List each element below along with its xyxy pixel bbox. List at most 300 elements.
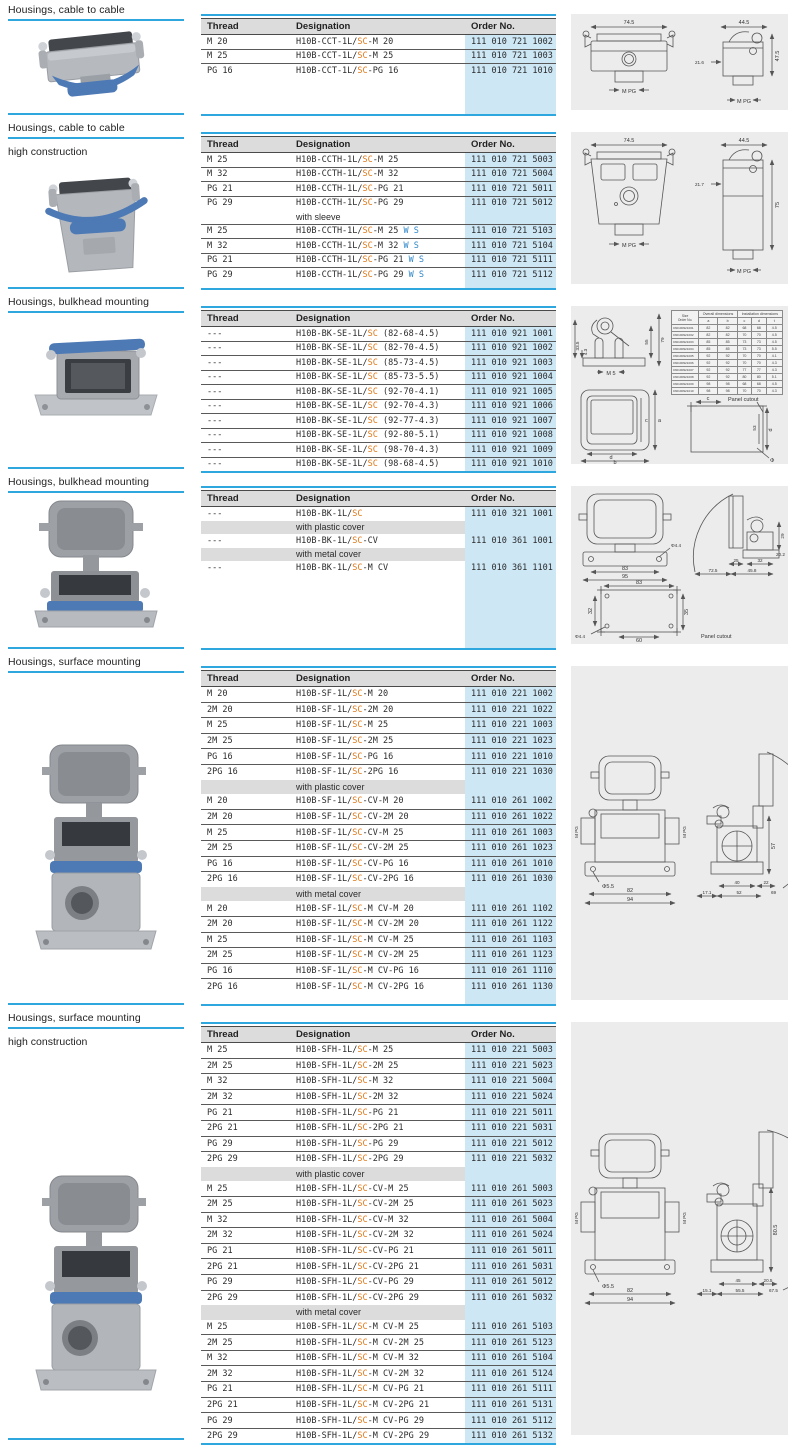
table-row bbox=[201, 687, 556, 703]
table-row bbox=[201, 443, 556, 458]
order-no-cell: 111 010 261 5003 bbox=[465, 1181, 556, 1196]
product-photo-cable-to-cable-high bbox=[26, 172, 166, 284]
sc-accent: SC bbox=[352, 535, 363, 546]
title-underline bbox=[8, 491, 184, 493]
order-no-cell: 111 010 221 1023 bbox=[465, 733, 556, 749]
dim-label: 94 bbox=[626, 1297, 634, 1303]
thread-cell: PG 29 bbox=[201, 1413, 290, 1429]
designation-cell: H10B-CCT-1L/SC-M 20 bbox=[290, 35, 465, 50]
table-row bbox=[201, 414, 556, 429]
order-no-cell: 111 010 261 1022 bbox=[465, 809, 556, 825]
dim-label: 55.5 bbox=[735, 1288, 745, 1293]
subheader-label: with plastic cover bbox=[290, 780, 465, 795]
drawing-panel-cable-to-cable bbox=[571, 14, 788, 110]
order-table-column bbox=[201, 472, 556, 652]
designation-cell: H10B-BK-1L/SC-CV bbox=[296, 535, 378, 546]
table-row bbox=[201, 561, 556, 575]
sc-accent: SC bbox=[362, 269, 373, 280]
order-no-cell: 111 010 721 5104 bbox=[465, 239, 556, 254]
thread-cell: M 25 bbox=[201, 224, 290, 239]
order-no-cell: 111 010 361 1001 bbox=[471, 535, 553, 546]
subheader-row bbox=[201, 780, 556, 795]
designation-cell: H10B-CCTH-1L/SC-M 32 bbox=[290, 167, 465, 182]
table-row bbox=[201, 1152, 556, 1167]
subheader-row bbox=[201, 1167, 556, 1182]
table-row bbox=[201, 35, 556, 50]
designation-cell: H10B-SFH-1L/SC-M CV-2PG 29 bbox=[296, 1431, 430, 1442]
order-table-column bbox=[201, 292, 556, 472]
table-row bbox=[201, 1136, 556, 1152]
section-left-column bbox=[0, 0, 184, 118]
order-no-cell: 111 010 261 5104 bbox=[465, 1350, 556, 1366]
dim-label: 20.2 bbox=[776, 552, 785, 557]
dim-letter: d bbox=[768, 428, 774, 432]
sc-accent: SC bbox=[357, 1277, 368, 1288]
column-header: Order No. bbox=[465, 311, 556, 327]
thread-label: M PG bbox=[574, 1212, 579, 1224]
table-row bbox=[201, 1058, 556, 1074]
thread-cell: 2PG 29 bbox=[207, 1431, 238, 1442]
order-no-cell: 111 010 921 1002 bbox=[465, 341, 556, 356]
thread-cell: --- bbox=[207, 508, 223, 519]
designation-cell: H10B-BK-SE-1L/SC (92-70-4.3) bbox=[290, 399, 465, 414]
section-divider bbox=[8, 287, 184, 290]
table-row bbox=[201, 794, 556, 809]
table-row bbox=[201, 239, 556, 254]
thread-cell: 2M 32 bbox=[201, 1089, 290, 1105]
thread-cell: PG 21 bbox=[201, 182, 290, 197]
designation-cell: H10B-BK-1L/SC bbox=[296, 508, 363, 519]
designation-cell: H10B-SF-1L/SC-CV-2M 25 bbox=[290, 840, 465, 856]
designation-cell: H10B-SFH-1L/SC-CV-PG 29 bbox=[290, 1274, 465, 1290]
sc-accent: SC bbox=[367, 328, 378, 339]
designation-cell: H10B-SFH-1L/SC-2PG 21 bbox=[290, 1120, 465, 1136]
table-row bbox=[201, 327, 556, 342]
designation-cell: H10B-SFH-1L/SC-M 25 bbox=[290, 1043, 465, 1059]
order-no-cell: 111 010 221 5003 bbox=[465, 1043, 556, 1059]
designation-cell: H10B-SFH-1L/SC-M CV-M 25 bbox=[290, 1320, 465, 1335]
designation-cell: H10B-CCT-1L/SC-PG 16 bbox=[296, 65, 399, 76]
table-row bbox=[201, 370, 556, 385]
designation-cell: H10B-SFH-1L/SC-2M 32 bbox=[290, 1089, 465, 1105]
dim-label: 72.5 bbox=[708, 568, 718, 573]
sc-accent: SC bbox=[357, 1384, 368, 1395]
order-no-cell: 111 010 261 1122 bbox=[465, 916, 556, 932]
table-row bbox=[201, 809, 556, 825]
column-header: Thread bbox=[201, 311, 290, 327]
order-no-cell: 111 010 721 5103 bbox=[465, 224, 556, 239]
designation-cell: H10B-SFH-1L/SC-M CV-2M 25 bbox=[290, 1335, 465, 1351]
order-no-cell: 111 010 921 1010 bbox=[471, 459, 553, 470]
order-no-cell: 111 010 221 1002 bbox=[465, 687, 556, 703]
table-row bbox=[201, 507, 556, 521]
table-row bbox=[201, 1196, 556, 1212]
table-row bbox=[201, 1089, 556, 1105]
column-header: Designation bbox=[290, 671, 465, 687]
order-no-cell: 111 010 721 5111 bbox=[465, 253, 556, 268]
thread-cell: --- bbox=[201, 428, 290, 443]
table-row bbox=[201, 167, 556, 182]
thread-cell: --- bbox=[201, 443, 290, 458]
designation-cell: H10B-SF-1L/SC-M CV-M 20 bbox=[290, 901, 465, 916]
designation-cell: H10B-SF-1L/SC-CV-2M 20 bbox=[290, 809, 465, 825]
dim-label: 80.5 bbox=[773, 1224, 779, 1236]
sc-accent: SC bbox=[352, 812, 363, 823]
order-table bbox=[201, 306, 556, 473]
sc-accent: SC bbox=[352, 919, 363, 930]
dim-label: 52 bbox=[736, 890, 742, 895]
sc-accent: SC bbox=[362, 198, 373, 209]
thread-cell: M 32 bbox=[201, 167, 290, 182]
designation-cell: H10B-BK-SE-1L/SC (82-70-4.5) bbox=[290, 341, 465, 356]
sc-accent: SC bbox=[367, 444, 378, 455]
dim-label: 21.6 bbox=[695, 60, 704, 65]
order-no-cell: 111 010 261 5011 bbox=[465, 1243, 556, 1259]
order-no-cell: 111 010 721 5003 bbox=[465, 153, 556, 168]
thread-cell: PG 21 bbox=[201, 253, 290, 268]
sc-accent: SC bbox=[362, 154, 373, 165]
dim-letter: c bbox=[645, 418, 648, 424]
sc-accent: SC bbox=[357, 1246, 368, 1257]
section-subtitle: high construction bbox=[8, 146, 88, 158]
table-row bbox=[201, 385, 556, 400]
subheader-label: with plastic cover bbox=[290, 1167, 465, 1182]
subheader-row bbox=[201, 887, 556, 902]
dim-label: 20.5 bbox=[763, 1278, 773, 1283]
section-divider bbox=[8, 467, 184, 470]
thread-cell: --- bbox=[201, 327, 290, 342]
table-row bbox=[201, 1259, 556, 1275]
product-photo-surface-high bbox=[16, 1168, 176, 1413]
table-header-row bbox=[201, 491, 556, 507]
dim-label: Φ5.5 bbox=[602, 1284, 615, 1290]
thread-cell: 2PG 16 bbox=[207, 981, 238, 992]
section-left-column bbox=[0, 472, 184, 652]
order-no-cell: 111 010 221 5032 bbox=[471, 1154, 553, 1165]
thread-cell: M 25 bbox=[201, 825, 290, 841]
thread-cell: PG 29 bbox=[201, 1274, 290, 1290]
sc-accent: SC bbox=[352, 903, 363, 914]
thread-label: M PG bbox=[621, 89, 637, 95]
thread-cell: 2M 20 bbox=[201, 809, 290, 825]
table-row bbox=[201, 1120, 556, 1136]
sc-accent: SC bbox=[367, 372, 378, 383]
thread-cell: PG 29 bbox=[207, 198, 233, 209]
title-underline bbox=[8, 671, 184, 673]
sc-accent: SC bbox=[357, 1060, 368, 1071]
order-table bbox=[201, 1022, 556, 1445]
order-no-cell: 111 010 261 5032 bbox=[471, 1292, 553, 1303]
drawing-panel-cable-to-cable-high bbox=[571, 132, 788, 284]
dim-letter: a bbox=[658, 418, 662, 424]
thread-label: M PG bbox=[682, 1212, 687, 1224]
table-row bbox=[201, 356, 556, 371]
thread-cell: M 20 bbox=[201, 35, 290, 50]
table-header-row bbox=[201, 19, 556, 35]
designation-cell: H10B-SFH-1L/SC-M CV-2M 32 bbox=[290, 1366, 465, 1382]
section-divider bbox=[8, 647, 184, 650]
title-underline bbox=[8, 311, 184, 313]
designation-cell: H10B-SFH-1L/SC-M CV-M 32 bbox=[290, 1350, 465, 1366]
column-header: Thread bbox=[201, 19, 290, 35]
order-no-cell: 111 010 261 1110 bbox=[465, 963, 556, 979]
order-table bbox=[201, 666, 556, 1006]
order-no-cell: 111 010 721 1003 bbox=[465, 49, 556, 64]
order-table-column bbox=[201, 0, 556, 118]
order-no-cell: 111 010 261 5123 bbox=[465, 1335, 556, 1351]
drawing-panel-bulkhead-se bbox=[571, 306, 788, 464]
table-row bbox=[201, 1366, 556, 1382]
dim-label: 44.5 bbox=[738, 20, 750, 26]
sc-accent: SC bbox=[352, 874, 363, 885]
dim-label: 47.5 bbox=[775, 50, 781, 62]
designation-cell: H10B-CCTH-1L/SC-M 32 W S bbox=[290, 239, 465, 254]
sc-accent: SC bbox=[362, 240, 373, 251]
table-row bbox=[201, 64, 556, 78]
subheader-label: with metal cover bbox=[290, 548, 465, 562]
designation-cell: H10B-SFH-1L/SC-CV-2PG 29 bbox=[296, 1292, 419, 1303]
column-header: Thread bbox=[201, 1027, 290, 1043]
order-no-cell: 111 010 261 1103 bbox=[465, 932, 556, 948]
designation-cell: H10B-CCTH-1L/SC-PG 21 W S bbox=[290, 253, 465, 268]
dim-label: 44.5 bbox=[738, 138, 750, 144]
order-table bbox=[201, 132, 556, 290]
sc-accent: SC bbox=[357, 1431, 368, 1442]
designation-cell: H10B-BK-SE-1L/SC (98-70-4.3) bbox=[290, 443, 465, 458]
sc-accent: SC bbox=[352, 767, 363, 778]
dim-label: 60 bbox=[635, 638, 643, 644]
order-no-cell: 111 010 221 5031 bbox=[465, 1120, 556, 1136]
section-divider bbox=[8, 113, 184, 116]
thread-cell: --- bbox=[201, 399, 290, 414]
order-no-cell: 111 010 261 5111 bbox=[465, 1382, 556, 1398]
thread-cell: 2M 25 bbox=[201, 1196, 290, 1212]
title-underline bbox=[8, 19, 184, 21]
sc-accent: SC bbox=[352, 965, 363, 976]
order-no-cell: 111 010 221 5011 bbox=[465, 1105, 556, 1121]
se-col-header: c bbox=[737, 318, 751, 325]
sc-accent: SC bbox=[367, 357, 378, 368]
thread-cell: M 25 bbox=[201, 932, 290, 948]
sc-accent: SC bbox=[352, 858, 363, 869]
sc-accent: SC bbox=[357, 1230, 368, 1241]
dim-letter: b bbox=[613, 460, 617, 464]
sc-accent: SC bbox=[357, 1292, 368, 1303]
designation-cell: H10B-BK-SE-1L/SC (85-73-5.5) bbox=[290, 370, 465, 385]
thread-cell: --- bbox=[201, 356, 290, 371]
order-no-cell: 111 010 221 5004 bbox=[465, 1074, 556, 1090]
sc-accent: SC bbox=[362, 226, 373, 237]
designation-cell: H10B-SF-1L/SC-2PG 16 bbox=[296, 767, 399, 778]
thread-cell: 2PG 29 bbox=[207, 1154, 238, 1165]
table-row bbox=[201, 399, 556, 414]
table-row bbox=[201, 1212, 556, 1228]
thread-cell: M 25 bbox=[201, 153, 290, 168]
designation-cell: H10B-BK-1L/SC-M CV bbox=[296, 562, 389, 573]
thread-cell: M 25 bbox=[201, 49, 290, 64]
order-no-cell: 111 010 361 1101 bbox=[471, 562, 553, 573]
dim-label: Φ4.4 bbox=[575, 634, 586, 639]
order-no-cell: 111 010 721 1010 bbox=[471, 65, 553, 76]
table-row bbox=[201, 733, 556, 749]
sc-accent: SC bbox=[357, 1399, 368, 1410]
sc-accent: SC bbox=[357, 65, 368, 76]
table-row bbox=[201, 1382, 556, 1398]
order-no-cell: 111 010 261 1030 bbox=[471, 874, 553, 885]
designation-cell: H10B-SF-1L/SC-M 25 bbox=[290, 718, 465, 734]
order-no-cell: 111 010 261 5124 bbox=[465, 1366, 556, 1382]
sc-accent: SC bbox=[357, 1123, 368, 1134]
designation-cell: H10B-CCTH-1L/SC-PG 29 W S bbox=[296, 269, 424, 280]
dim-label: 83 bbox=[635, 580, 643, 586]
se-table-row: 030100921010 98 98 70 70 4.3 bbox=[672, 388, 783, 395]
order-no-cell: 111 010 261 5024 bbox=[465, 1228, 556, 1244]
subheader-label: with sleeve bbox=[290, 210, 465, 224]
subheader-label: with plastic cover bbox=[290, 521, 465, 535]
table-row bbox=[201, 916, 556, 932]
se-table-row: 030100921007 92 92 77 77 4.3 bbox=[672, 367, 783, 374]
dim-label: 75 bbox=[775, 201, 781, 209]
section-title: Housings, bulkhead mounting bbox=[8, 296, 150, 308]
dim-label: 22 bbox=[763, 880, 769, 885]
order-table bbox=[201, 486, 556, 650]
table-row bbox=[201, 979, 556, 994]
order-no-cell: 111 010 921 1009 bbox=[465, 443, 556, 458]
designation-cell: H10B-SFH-1L/SC-M CV-2PG 21 bbox=[290, 1397, 465, 1413]
sc-accent: SC bbox=[357, 1321, 368, 1332]
sc-accent: SC bbox=[357, 1353, 368, 1364]
thread-cell: PG 16 bbox=[201, 856, 290, 872]
column-header: Designation bbox=[290, 19, 465, 35]
dim-label: 74.5 bbox=[623, 20, 635, 26]
column-header: Order No. bbox=[465, 19, 556, 35]
column-header: Designation bbox=[290, 311, 465, 327]
dim-label: 95 bbox=[621, 574, 629, 580]
designation-cell: H10B-BK-SE-1L/SC (82-68-4.5) bbox=[290, 327, 465, 342]
subheader-row bbox=[201, 1305, 556, 1320]
table-row bbox=[201, 1274, 556, 1290]
order-no-cell: 111 010 321 1001 bbox=[471, 508, 553, 519]
thread-cell: 2PG 21 bbox=[201, 1397, 290, 1413]
table-row bbox=[201, 840, 556, 856]
table-row bbox=[201, 932, 556, 948]
se-table-row: 030100921005 92 92 70 70 4.1 bbox=[672, 353, 783, 360]
dim-label: Φ5.5 bbox=[602, 884, 615, 890]
order-no-cell: 111 010 221 1010 bbox=[465, 749, 556, 765]
order-no-cell: 111 010 261 1023 bbox=[465, 840, 556, 856]
order-no-cell: 111 010 221 1030 bbox=[471, 767, 553, 778]
sc-accent: SC bbox=[357, 1337, 368, 1348]
drawing-panel-surface-high bbox=[571, 1022, 788, 1435]
designation-cell: H10B-SF-1L/SC-M CV-PG 16 bbox=[290, 963, 465, 979]
se-table-group: Overall dimensions bbox=[699, 311, 738, 318]
designation-cell: H10B-SF-1L/SC-M CV-2M 20 bbox=[290, 916, 465, 932]
order-no-cell: 111 010 221 5023 bbox=[465, 1058, 556, 1074]
se-table-row: 030100921001 82 82 68 68 4.5 bbox=[672, 325, 783, 332]
dim-label: 15.1 bbox=[702, 1288, 712, 1293]
thread-cell: PG 21 bbox=[201, 1243, 290, 1259]
column-header: Designation bbox=[290, 1027, 465, 1043]
dim-label: 57 bbox=[771, 842, 777, 850]
order-table-column bbox=[201, 652, 556, 1008]
order-no-cell: 111 010 261 1003 bbox=[465, 825, 556, 841]
thread-cell: M 32 bbox=[201, 1074, 290, 1090]
designation-cell: H10B-CCTH-1L/SC-M 25 W S bbox=[290, 224, 465, 239]
thread-cell: 2PG 16 bbox=[207, 874, 238, 885]
se-table-row: 030100921008 92 92 80 80 5.1 bbox=[672, 374, 783, 381]
sc-accent: SC bbox=[357, 1107, 368, 1118]
se-table-row: 030100921002 82 82 70 70 4.5 bbox=[672, 332, 783, 339]
se-table-group: Installation dimensions bbox=[737, 311, 782, 318]
sc-accent: SC bbox=[352, 796, 363, 807]
se-col-header: d bbox=[752, 318, 766, 325]
dim-label: 82 bbox=[626, 888, 634, 894]
thread-cell: --- bbox=[201, 385, 290, 400]
thread-cell: --- bbox=[201, 370, 290, 385]
order-no-cell: 111 010 721 5011 bbox=[465, 182, 556, 197]
designation-cell: H10B-CCTH-1L/SC-M 25 bbox=[290, 153, 465, 168]
section-divider bbox=[8, 1003, 184, 1006]
column-header: Thread bbox=[201, 491, 290, 507]
product-photo-surface bbox=[16, 735, 176, 970]
sc-accent: SC bbox=[357, 36, 368, 47]
order-no-cell: 111 010 261 1010 bbox=[465, 856, 556, 872]
section-title: Housings, bulkhead mounting bbox=[8, 476, 150, 488]
order-no-cell: 111 010 261 1123 bbox=[465, 948, 556, 964]
section-bulkhead-mounting-se bbox=[0, 292, 800, 472]
drawing-panel-bulkhead bbox=[571, 486, 788, 644]
thread-cell: --- bbox=[201, 341, 290, 356]
thread-label: M PG bbox=[736, 99, 752, 105]
dim-label: 69 bbox=[771, 890, 777, 895]
section-surface-mounting bbox=[0, 652, 800, 1008]
order-no-cell: 111 010 261 5023 bbox=[465, 1196, 556, 1212]
sc-accent: SC bbox=[352, 704, 363, 715]
designation-cell: H10B-SF-1L/SC-CV-PG 16 bbox=[290, 856, 465, 872]
section-left-column bbox=[0, 118, 184, 292]
table-row bbox=[201, 1181, 556, 1196]
dim-label: 94 bbox=[626, 897, 634, 903]
table-header-row bbox=[201, 671, 556, 687]
column-header: Designation bbox=[290, 491, 465, 507]
se-table-corner: Size Order No. bbox=[672, 311, 699, 325]
sc-accent: SC bbox=[367, 401, 378, 412]
dim-label: 29 bbox=[780, 533, 785, 539]
order-no-cell: 111 010 721 5112 bbox=[471, 269, 553, 280]
sc-accent: SC bbox=[362, 183, 373, 194]
thread-cell: 2M 20 bbox=[201, 916, 290, 932]
designation-cell: H10B-CCTH-1L/SC-PG 29 bbox=[296, 198, 404, 209]
product-photo-bulkhead-cover bbox=[21, 497, 171, 637]
ws-suffix: W S bbox=[403, 255, 424, 266]
dim-label: 79 bbox=[660, 337, 665, 343]
dim-label: 40 bbox=[734, 880, 740, 885]
table-row bbox=[201, 856, 556, 872]
designation-cell: H10B-SFH-1L/SC-PG 29 bbox=[290, 1136, 465, 1152]
sc-accent: SC bbox=[357, 1183, 368, 1194]
designation-cell: H10B-SFH-1L/SC-CV-PG 21 bbox=[290, 1243, 465, 1259]
designation-cell: H10B-SF-1L/SC-PG 16 bbox=[290, 749, 465, 765]
section-bulkhead-mounting bbox=[0, 472, 800, 652]
order-no-cell: 111 010 921 1004 bbox=[465, 370, 556, 385]
sc-accent: SC bbox=[367, 386, 378, 397]
table-row bbox=[201, 1397, 556, 1413]
designation-cell: H10B-BK-SE-1L/SC (92-70-4.1) bbox=[290, 385, 465, 400]
sc-accent: SC bbox=[367, 430, 378, 441]
sc-accent: SC bbox=[352, 562, 363, 573]
thread-cell: 2PG 29 bbox=[207, 1292, 238, 1303]
order-no-cell: 111 010 261 1002 bbox=[465, 794, 556, 809]
